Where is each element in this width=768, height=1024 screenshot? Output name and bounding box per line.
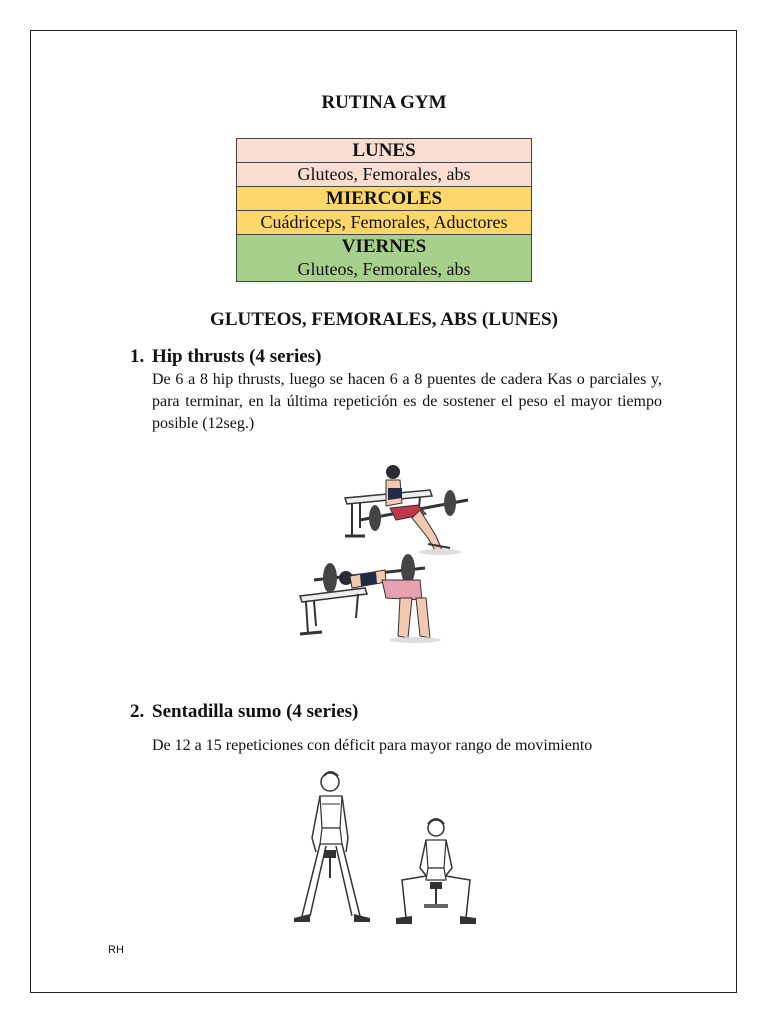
exercise-description: De 12 a 15 repeticiones con déficit para mayor rango de movimiento: [152, 737, 593, 754]
sumo-squat-illustration: [276, 768, 496, 936]
section-title: GLUTEOS, FEMORALES, ABS (LUNES): [210, 309, 558, 330]
footer-initials: RH: [108, 944, 124, 956]
exercise-name: Hip thrusts (4 series): [152, 346, 322, 367]
exercise-number: 2.: [130, 701, 145, 722]
schedule-day-miercoles: MIERCOLES: [237, 187, 532, 211]
schedule-muscles-miercoles: Cuádriceps, Femorales, Aductores: [237, 211, 532, 235]
exercise-number: 1.: [130, 346, 145, 367]
exercise-heading: [130, 701, 358, 723]
schedule-day-viernes: VIERNES: [237, 235, 532, 259]
schedule-muscles-lunes: Gluteos, Femorales, abs: [237, 163, 532, 187]
schedule-day-lunes: LUNES: [237, 139, 532, 163]
page-title: RUTINA GYM: [321, 92, 447, 113]
exercise-name: Sentadilla sumo (4 series): [152, 701, 359, 722]
schedule-table: [236, 138, 532, 282]
exercise-description: De 6 a 8 hip thrusts, luego se hacen 6 a 8 puentes de cadera Kas o parciales y, para terminar, en la última repetición es de sostener el peso el mayor tiempo posible (12seg.): [152, 371, 662, 432]
exercise-heading: [130, 346, 321, 368]
hip-thrust-illustration: [290, 458, 490, 648]
schedule-muscles-viernes: Gluteos, Femorales, abs: [237, 258, 532, 282]
